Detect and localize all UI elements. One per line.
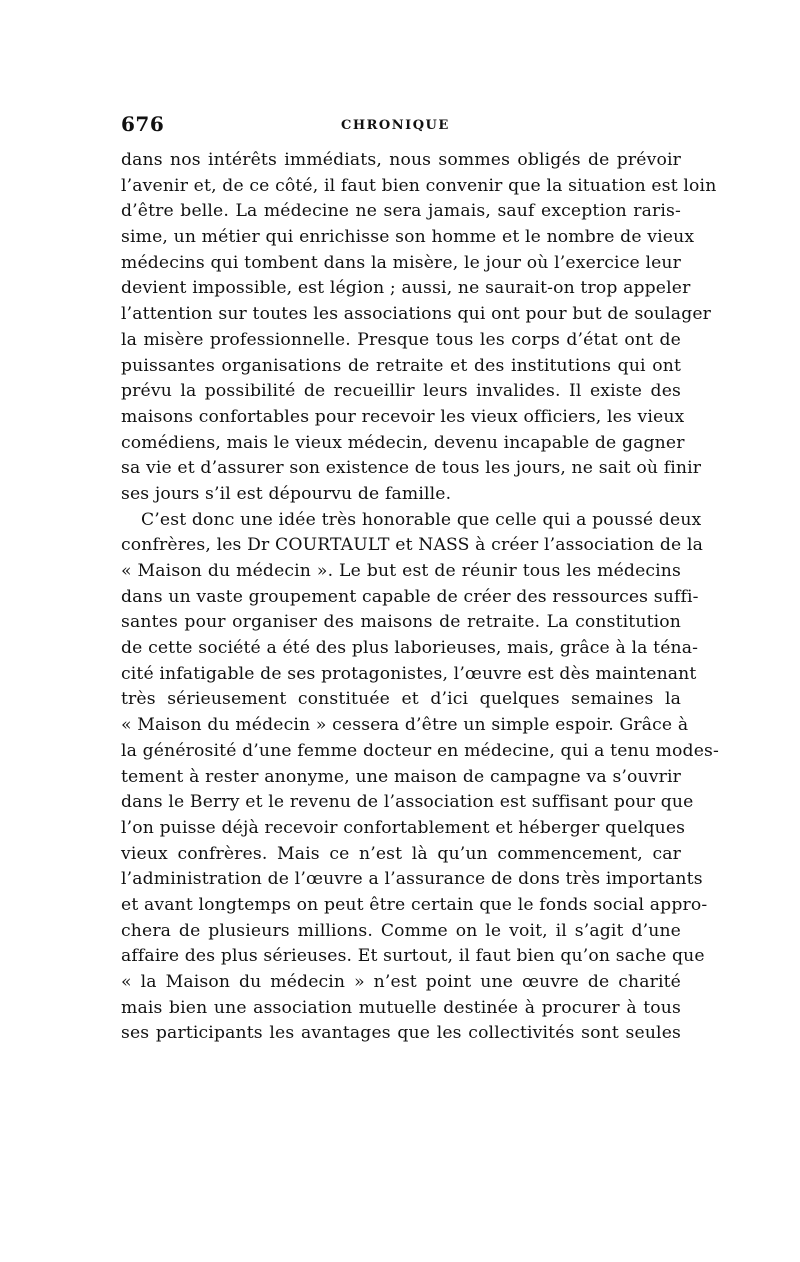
text-line: affaire des plus sérieuses. Et surtout, il faut bien qu’on sache que	[121, 946, 705, 967]
text-line: prévu la possibilité de recueillir leurs invalides. Il existe des	[121, 381, 681, 402]
text-line: « Maison du médecin ». Le but est de réunir tous les médecins	[121, 561, 681, 581]
running-head: CHRONIQUE	[341, 118, 450, 133]
text-line: comédiens, mais le vieux médecin, devenu incapable de gagner	[121, 432, 685, 453]
text-line: chera de plusieurs millions. Comme on le voit, il s’agit d’une	[121, 920, 681, 941]
text-line: dans le Berry et le revenu de l’association est suffisant pour que	[121, 792, 694, 813]
text-line: l’avenir et, de ce côté, il faut bien convenir que la situation est loin	[121, 175, 717, 196]
text-line: cité infatigable de ses protagonistes, l’œuvre est dès maintenant	[121, 663, 697, 684]
text-line: très sérieusement constituée et d’ici quelques semaines la	[121, 689, 681, 710]
text-line: devient impossible, est légion ; aussi, ne saurait-on trop appeler	[121, 278, 691, 299]
text-line: d’être belle. La médecine ne sera jamais, sauf exception raris-	[121, 201, 681, 222]
text-line: sa vie et d’assurer son existence de tous les jours, ne sait où finir	[121, 458, 702, 479]
text-line: puissantes organisations de retraite et des institutions qui ont	[121, 355, 681, 376]
text-line: tement à rester anonyme, une maison de campagne va s’ouvrir	[121, 766, 681, 787]
paragraph-1	[121, 148, 717, 508]
text-line: la misère professionnelle. Presque tous les corps d’état ont de	[121, 329, 681, 350]
text-line: et avant longtemps on peut être certain que le fonds social appro-	[121, 894, 708, 915]
text-line: dans nos intérêts immédiats, nous sommes obligés de prévoir	[121, 150, 681, 170]
text-line: « Maison du médecin » cessera d’être un simple espoir. Grâce à	[121, 715, 689, 736]
text-line: vieux confrères. Mais ce n’est là qu’un commencement, car	[121, 843, 681, 864]
text-line: l’administration de l’œuvre a l’assurance de dons très importants	[121, 869, 703, 890]
text-line: mais bien une association mutuelle destinée à procurer à tous	[121, 997, 681, 1018]
text-line: C’est donc une idée très honorable que celle qui a poussé deux	[141, 509, 702, 530]
page-header	[121, 112, 681, 142]
body-text	[121, 148, 719, 1047]
text-line: maisons confortables pour recevoir les vieux officiers, les vieux	[121, 406, 685, 427]
text-line: confrères, les Dr COURTAULT et NASS à créer l’association de la	[121, 535, 704, 556]
text-line: la générosité d’une femme docteur en médecine, qui a tenu modes-	[121, 740, 719, 761]
paragraph-2	[121, 508, 719, 1047]
text-line: l’on puisse déjà recevoir confortablement et héberger quelques	[121, 817, 686, 838]
text-line: ses jours s’il est dépourvu de famille.	[121, 483, 452, 504]
text-line: dans un vaste groupement capable de créer des ressources suffi-	[121, 586, 699, 607]
text-line: santes pour organiser des maisons de retraite. La constitution	[121, 612, 681, 633]
text-line: « la Maison du médecin » n’est point une œuvre de charité	[121, 972, 681, 992]
page-number: 676	[121, 112, 165, 136]
text-line: sime, un métier qui enrichisse son homme et le nombre de vieux	[121, 227, 695, 248]
text-line: l’attention sur toutes les associations qui ont pour but de soulager	[121, 304, 712, 325]
text-line: médecins qui tombent dans la misère, le jour où l’exercice leur	[121, 252, 681, 273]
text-line: ses participants les avantages que les collectivités sont seules	[121, 1023, 681, 1044]
text-line: de cette société a été des plus laborieuses, mais, grâce à la téna-	[121, 638, 699, 659]
